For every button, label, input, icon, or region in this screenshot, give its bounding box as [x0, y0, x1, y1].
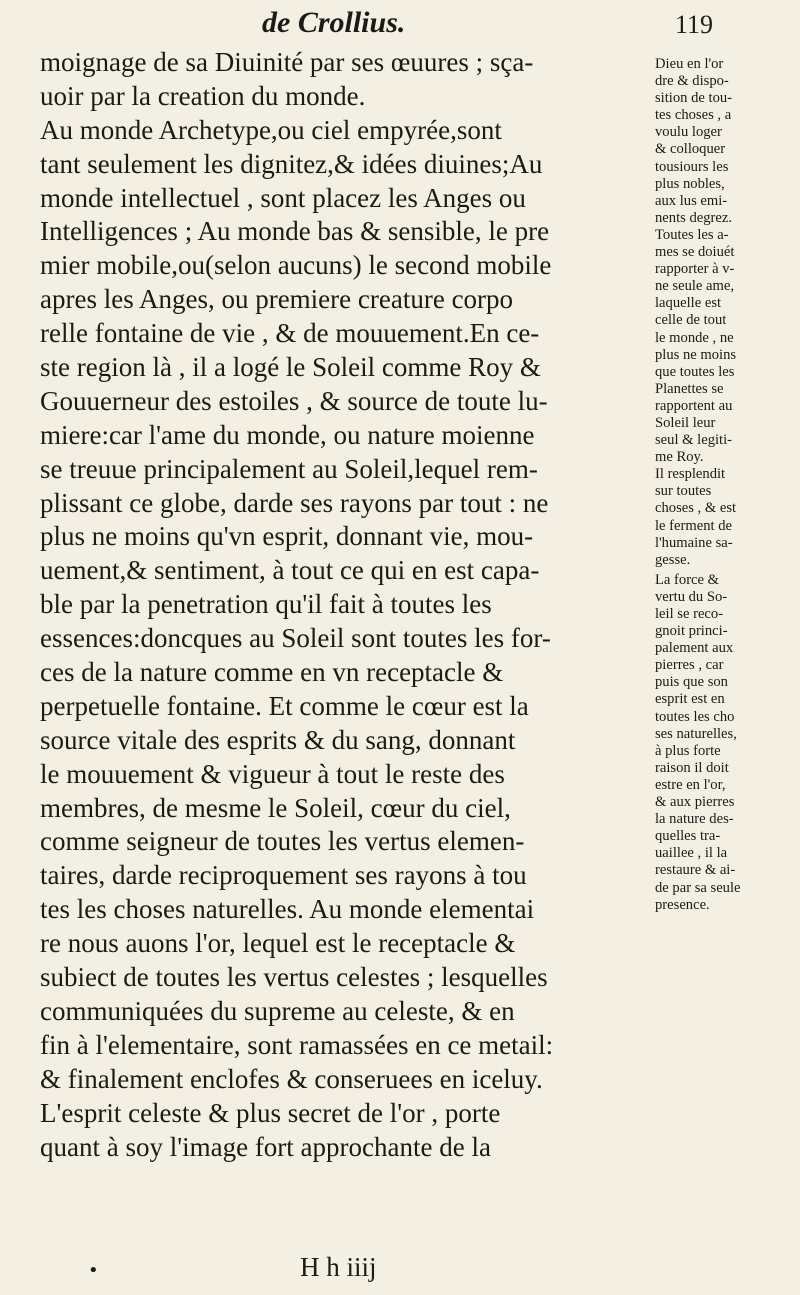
- margin-note: [655, 227, 797, 466]
- text-line: fin à l'elementaire, sont ramassées en ce metail:: [40, 1029, 554, 1060]
- margin-note-line: aux lus emi-: [655, 192, 728, 209]
- margin-note-line: la nature des-: [655, 811, 734, 828]
- margin-note-line: raison il doit: [655, 759, 729, 776]
- margin-note-line: Soleil leur: [655, 414, 716, 431]
- signature-mark: H h iiij: [300, 1252, 377, 1282]
- margin-note-line: choses , & est: [655, 500, 737, 517]
- margin-note-line: & aux pierres: [655, 794, 735, 811]
- text-line: Gouuerneur des estoiles , & source de toute lu-: [40, 385, 548, 416]
- margin-note-line: ne seule ame,: [655, 278, 735, 295]
- margin-note-line: vertu du So-: [655, 588, 728, 605]
- margin-note-line: esprit est en: [655, 691, 725, 708]
- margin-note-line: palement aux: [655, 640, 734, 657]
- margin-note-line: La force &: [655, 571, 720, 588]
- text-line: monde intellectuel , sont placez les Anges ou: [40, 182, 526, 213]
- margin-note-line: presence.: [655, 896, 710, 913]
- text-line: L'esprit celeste & plus secret de l'or , porte: [40, 1097, 501, 1128]
- text-line: moignage de sa Diuinité par ses œuures ; sça-: [40, 47, 534, 77]
- margin-note-line: mes se doiuét: [655, 244, 735, 261]
- text-line: ste region là , il a logé le Soleil comme Roy &: [40, 352, 541, 383]
- margin-note-line: l'humaine sa-: [655, 534, 733, 551]
- margin-notes: [655, 56, 797, 914]
- text-line: subiect de toutes les vertus celestes ; lesquelles: [40, 962, 548, 993]
- margin-note-line: Il resplendit: [655, 466, 726, 483]
- margin-note-line: puis que son: [655, 674, 728, 691]
- text-line: ble par la penetration qu'il fait à toutes les: [40, 589, 492, 620]
- text-line: le mouuement & vigueur à tout le reste des: [40, 758, 505, 789]
- margin-note-line: le ferment de: [655, 517, 732, 534]
- margin-note-line: celle de tout: [655, 312, 727, 329]
- page-header: [0, 6, 800, 46]
- text-line: & finalement enclofes & conseruees en iceluy.: [40, 1063, 543, 1094]
- text-line: se treuue principalement au Soleil,lequel rem-: [40, 453, 538, 484]
- margin-note: [655, 56, 797, 227]
- margin-note-line: voulu loger: [655, 124, 722, 141]
- text-line: apres les Anges, ou premiere creature corpo: [40, 284, 514, 315]
- margin-note-line: sur toutes: [655, 483, 712, 500]
- running-head: de Crollius.: [262, 6, 406, 39]
- text-line: plissant ce globe, darde ses rayons par tout : ne: [40, 487, 549, 518]
- text-line: source vitale des esprits & du sang, donnant: [40, 724, 516, 755]
- text-line: mier mobile,ou(selon aucuns) le second mobile: [40, 250, 552, 281]
- margin-note-line: Toutes les a-: [655, 226, 729, 243]
- text-line: tes les choses naturelles. Au monde elementai: [40, 894, 535, 925]
- main-text-block: [40, 46, 652, 1164]
- text-line: Intelligences ; Au monde bas & sensible, le pre: [40, 216, 550, 247]
- margin-note-line: uaillee , il la: [655, 845, 728, 862]
- text-line: miere:car l'ame du monde, ou nature moienne: [40, 419, 535, 450]
- margin-note-line: pierres , car: [655, 657, 724, 674]
- footer-bullet: •: [88, 1260, 99, 1281]
- margin-note-line: & colloquer: [655, 141, 726, 158]
- margin-note-line: Planettes se: [655, 380, 724, 397]
- margin-note-line: estre en l'or,: [655, 776, 726, 793]
- margin-note-line: plus ne moins: [655, 346, 737, 363]
- margin-note-line: ses naturelles,: [655, 725, 737, 742]
- margin-note-line: me Roy.: [655, 449, 704, 466]
- margin-note-line: tousiours les: [655, 158, 729, 175]
- margin-note-line: quelles tra-: [655, 828, 721, 845]
- margin-note-line: rapporter à v-: [655, 261, 735, 278]
- margin-note-line: sition de tou-: [655, 90, 733, 107]
- margin-note-line: à plus forte: [655, 742, 721, 759]
- text-line: perpetuelle fontaine. Et comme le cœur est la: [40, 690, 529, 721]
- margin-note-line: le monde , ne: [655, 329, 734, 346]
- page-number: 119: [675, 10, 714, 39]
- text-line: relle fontaine de vie , & de mouuement.En ce-: [40, 318, 540, 349]
- text-line: comme seigneur de toutes les vertus elemen-: [40, 826, 525, 857]
- margin-note-line: restaure & ai-: [655, 862, 736, 879]
- text-line: taires, darde reciproquement ses rayons à tou: [40, 860, 527, 891]
- margin-note-line: dre & dispo-: [655, 73, 729, 90]
- margin-note-line: Dieu en l'or: [655, 56, 724, 72]
- margin-note-line: tes choses , a: [655, 107, 732, 124]
- text-line: membres, de mesme le Soleil, cœur du ciel,: [40, 792, 511, 823]
- text-line: re nous auons l'or, lequel est le receptacle &: [40, 928, 516, 959]
- text-line: plus ne moins qu'vn esprit, donnant vie, mou-: [40, 521, 534, 552]
- text-line: quant à soy l'image fort approchante de la: [40, 1131, 491, 1162]
- margin-note-line: leil se reco-: [655, 606, 724, 622]
- margin-note-line: nents degrez.: [655, 209, 732, 226]
- text-line: uoir par la creation du monde.: [40, 80, 366, 111]
- text-line: uement,& sentiment, à tout ce qui en est capa-: [40, 555, 540, 586]
- text-line: tant seulement les dignitez,& idées diuines;Au: [40, 148, 543, 179]
- margin-note-line: rapportent au: [655, 397, 733, 414]
- margin-note-line: que toutes les: [655, 363, 735, 380]
- margin-note-line: laquelle est: [655, 295, 722, 312]
- text-line: communiquées du supreme au celeste, & en: [40, 995, 515, 1026]
- margin-note-line: de par sa seule: [655, 879, 741, 896]
- margin-note-line: toutes les cho: [655, 708, 735, 725]
- margin-note: [655, 466, 797, 569]
- text-line: Au monde Archetype,ou ciel empyrée,sont: [40, 114, 502, 145]
- text-line: essences:doncques au Soleil sont toutes les for-: [40, 623, 551, 654]
- margin-note: [655, 572, 797, 914]
- margin-note-line: gnoit princi-: [655, 623, 728, 640]
- margin-note-line: seul & legiti-: [655, 432, 733, 449]
- margin-note-line: plus nobles,: [655, 175, 725, 192]
- margin-note-line: gesse.: [655, 551, 691, 568]
- text-line: ces de la nature comme en vn receptacle &: [40, 657, 504, 688]
